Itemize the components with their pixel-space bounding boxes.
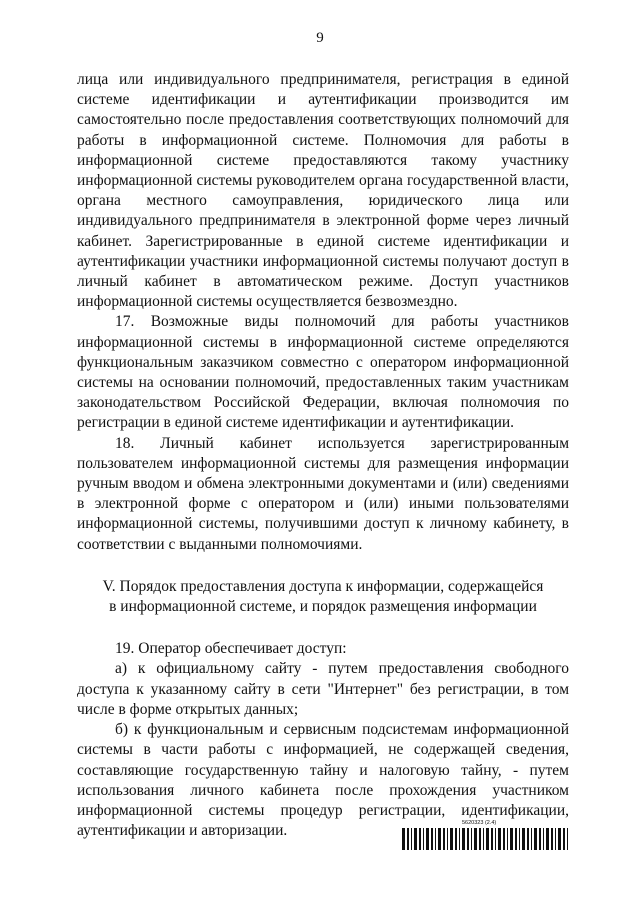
paragraph-19a: а) к официальному сайту - путем предоставления свободного доступа к указанному сайту в сети "Интернет" без регистрации, в том числе в форме открытых данных; [77,660,569,718]
paragraph-19: 19. Оператор обеспечивает доступ: [115,640,347,658]
page-number: 9 [316,30,324,46]
document-body [77,70,569,841]
paragraph-18: 18. Личный кабинет используется зарегистрированным пользователем информационной системы для размещения информации ручным вводом и обмена электронными документами и (или) сведениями в электронной форме с оператором и (или) иными пользователями информационной системы, получившими доступ к личному кабинету, в соответствии с выданными полномочиями. [77,434,569,553]
paragraph-19b: б) к функциональным и сервисным подсистемам информационной системы в части работы с информацией, не содержащей сведения, составляющие государственную тайну и налоговую тайну, - путем использования личного кабинета после прохождения участником информационной системы процедур регистрации, идентификации, аутентификации и авторизации. [77,721,569,840]
barcode-block [402,820,570,852]
paragraph-17: 17. Возможные виды полномочий для работы участников информационной системы в информационной системе определяются функциональным заказчиком совместно с оператором информационной системы на основании полномочий, предоставленных таким участникам законодательством Российской Федерации, включая полномочия по регистрации в единой системе идентификации и аутентификации. [77,313,569,432]
section-heading [77,577,569,617]
section-heading-line-1: V. Порядок предоставления доступа к информации, содержащейся [102,577,544,595]
barcode-icon [402,828,570,850]
section-heading-line-2: в информационной системе, и порядок размещения информации [109,598,537,616]
barcode-caption: 5620323 (2.4) [462,820,497,826]
paragraph-continuation: лица или индивидуального предпринимателя, регистрация в единой системе идентификации и аутентификации производится им самостоятельно после предоставления соответствующих полномочий для работы в информационной системе. Полномочия для работы в информационной системе предоставляются такому участнику информационной системы руководителем органа государственной власти, органа местного самоуправления, юридического лица или индивидуального предпринимателя в электронной форме через личный кабинет. Зарегистрированные в единой системе идентификации и аутентификации участники информационной системы получают доступ в личный кабинет в автоматическом режиме. Доступ участников информационной системы осуществляется безвозмездно. [77,71,569,311]
